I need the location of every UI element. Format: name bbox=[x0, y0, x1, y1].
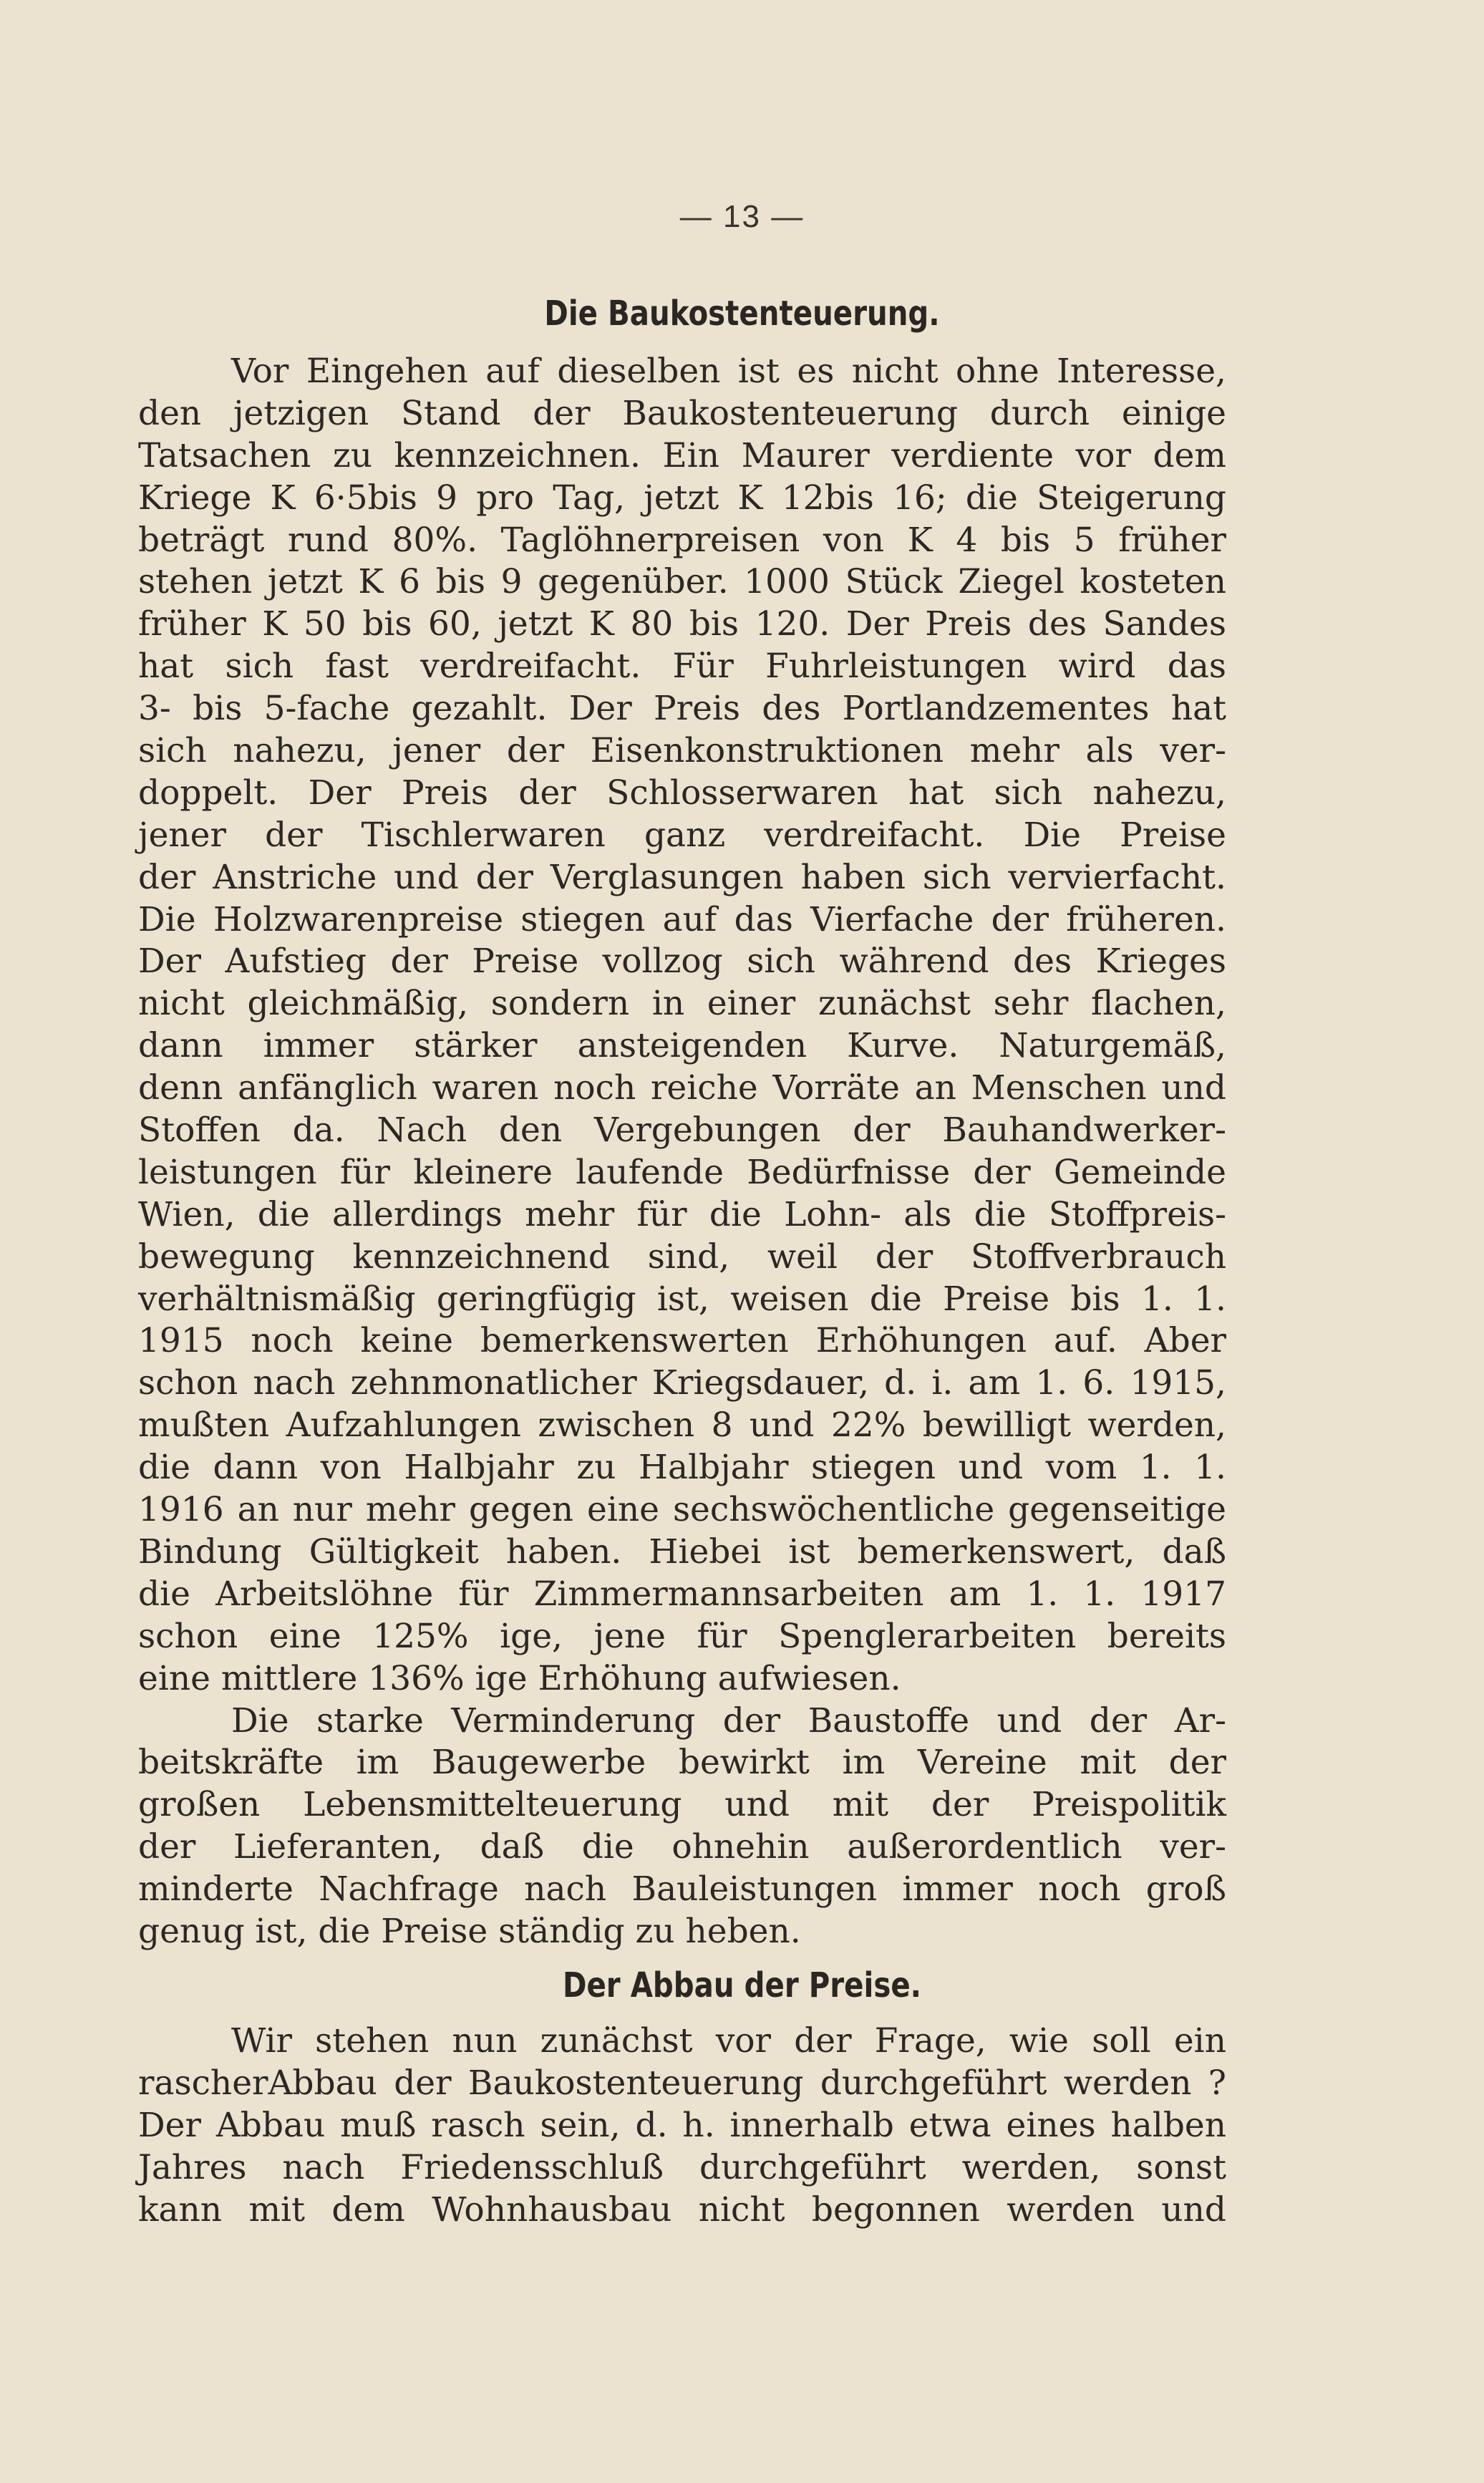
text-line: beträgt rund 80%. Taglöhnerpreisen von K 4 bis 5 früher bbox=[138, 520, 1226, 560]
text-line: 1916 an nur mehr gegen eine sechswöchentliche gegenseitige bbox=[138, 1490, 1226, 1530]
text-line: Der Abbau muß rasch sein, d. h. innerhalb etwa eines halben bbox=[138, 2105, 1226, 2145]
text-line: die Arbeitslöhne für Zimmermannsarbeiten am 1. 1. 1917 bbox=[138, 1574, 1226, 1614]
text-line: beitskräfte im Baugewerbe bewirkt im Vereine mit der bbox=[138, 1743, 1226, 1783]
section-heading-baukostenteuerung: Die Baukostenteuerung. bbox=[544, 294, 940, 334]
text-line: kann mit dem Wohnhausbau nicht begonnen werden und bbox=[138, 2189, 1226, 2230]
text-line: rascherAbbau der Baukostenteuerung durchgeführt werden ? bbox=[138, 2063, 1226, 2103]
text-line: großen Lebensmittelteuerung und mit der Preispolitik bbox=[138, 1785, 1226, 1825]
text-line: minderte Nachfrage nach Bauleistungen immer noch groß bbox=[138, 1869, 1226, 1910]
text-line: der Lieferanten, daß die ohnehin außerordentlich ver- bbox=[138, 1827, 1226, 1867]
text-line: Bindung Gültigkeit haben. Hiebei ist bemerkenswert, daß bbox=[138, 1531, 1226, 1572]
text-line: dann immer stärker ansteigenden Kurve. Naturgemäß, bbox=[138, 1026, 1226, 1066]
text-line: Die starke Verminderung der Baustoffe und der Ar- bbox=[231, 1700, 1226, 1741]
text-line: sich nahezu, jener der Eisenkonstruktionen mehr als ver- bbox=[138, 731, 1226, 771]
text-line: Vor Eingehen auf dieselben ist es nicht ohne Interesse, bbox=[231, 352, 1226, 391]
text-line: genug ist, die Preise ständig zu heben. bbox=[138, 1911, 801, 1951]
text-line: Wir stehen nun zunächst vor der Frage, wie soll ein bbox=[231, 2021, 1226, 2061]
text-line: stehen jetzt K 6 bis 9 gegenüber. 1000 Stück Ziegel kosteten bbox=[138, 562, 1226, 602]
text-line: bewegung kennzeichnend sind, weil der Stoffverbrauch bbox=[138, 1236, 1226, 1277]
text-line: nicht gleichmäßig, sondern in einer zunächst sehr flachen, bbox=[138, 984, 1226, 1024]
section-heading-abbau-der-preise: Der Abbau der Preise. bbox=[562, 1965, 922, 2005]
text-line: schon eine 125% ige, jene für Spenglerarbeiten bereits bbox=[138, 1616, 1226, 1656]
text-line: eine mittlere 136% ige Erhöhung aufwiesen. bbox=[138, 1658, 901, 1698]
text-line: hat sich fast verdreifacht. Für Fuhrleistungen wird das bbox=[138, 647, 1226, 687]
text-line: Wien, die allerdings mehr für die Lohn- als die Stoffpreis- bbox=[138, 1194, 1226, 1234]
text-line: früher K 50 bis 60, jetzt K 80 bis 120. Der Preis des Sandes bbox=[138, 604, 1226, 644]
text-line: leistungen für kleinere laufende Bedürfnisse der Gemeinde bbox=[138, 1152, 1226, 1192]
section-body-abbau-der-preise bbox=[138, 2020, 1226, 2231]
text-line: doppelt. Der Preis der Schlosserwaren hat sich nahezu, bbox=[138, 773, 1226, 813]
text-line: Tatsachen zu kennzeichnen. Ein Maurer verdiente vor dem bbox=[138, 435, 1226, 475]
text-line: Der Aufstieg der Preise vollzog sich während des Krieges bbox=[138, 942, 1226, 982]
text-line: die dann von Halbjahr zu Halbjahr stiegen und vom 1. 1. bbox=[138, 1448, 1226, 1488]
text-line: Kriege K 6·5bis 9 pro Tag, jetzt K 12bis 16; die Steigerung bbox=[138, 478, 1226, 518]
text-line: der Anstriche und der Verglasungen haben sich vervierfacht. bbox=[138, 857, 1226, 897]
text-line: schon nach zehnmonatlicher Kriegsdauer, d. i. am 1. 6. 1915, bbox=[138, 1363, 1226, 1403]
text-line: den jetzigen Stand der Baukostenteuerung durch einige bbox=[138, 393, 1226, 433]
text-line: Stoffen da. Nach den Vergebungen der Bauhandwerker- bbox=[138, 1110, 1226, 1151]
text-line: mußten Aufzahlungen zwischen 8 und 22% bewilligt werden, bbox=[138, 1405, 1226, 1446]
text-line: verhältnismäßig geringfügig ist, weisen die Preise bis 1. 1. bbox=[138, 1279, 1226, 1319]
text-line: denn anfänglich waren noch reiche Vorräte an Menschen und bbox=[138, 1068, 1226, 1108]
text-line: 1915 noch keine bemerkenswerten Erhöhungen auf. Aber bbox=[138, 1321, 1226, 1361]
page-number: — 13 — bbox=[679, 199, 805, 234]
text-line: Die Holzwarenpreise stiegen auf das Vierfache der früheren. bbox=[138, 899, 1226, 939]
text-line: jener der Tischlerwaren ganz verdreifacht. Die Preise bbox=[138, 815, 1226, 855]
text-line: Jahres nach Friedensschluß durchgeführt werden, sonst bbox=[138, 2147, 1226, 2187]
section-body-baukostenteuerung bbox=[138, 351, 1226, 1953]
text-line: 3- bis 5-fache gezahlt. Der Preis des Portlandzementes hat bbox=[138, 689, 1226, 729]
